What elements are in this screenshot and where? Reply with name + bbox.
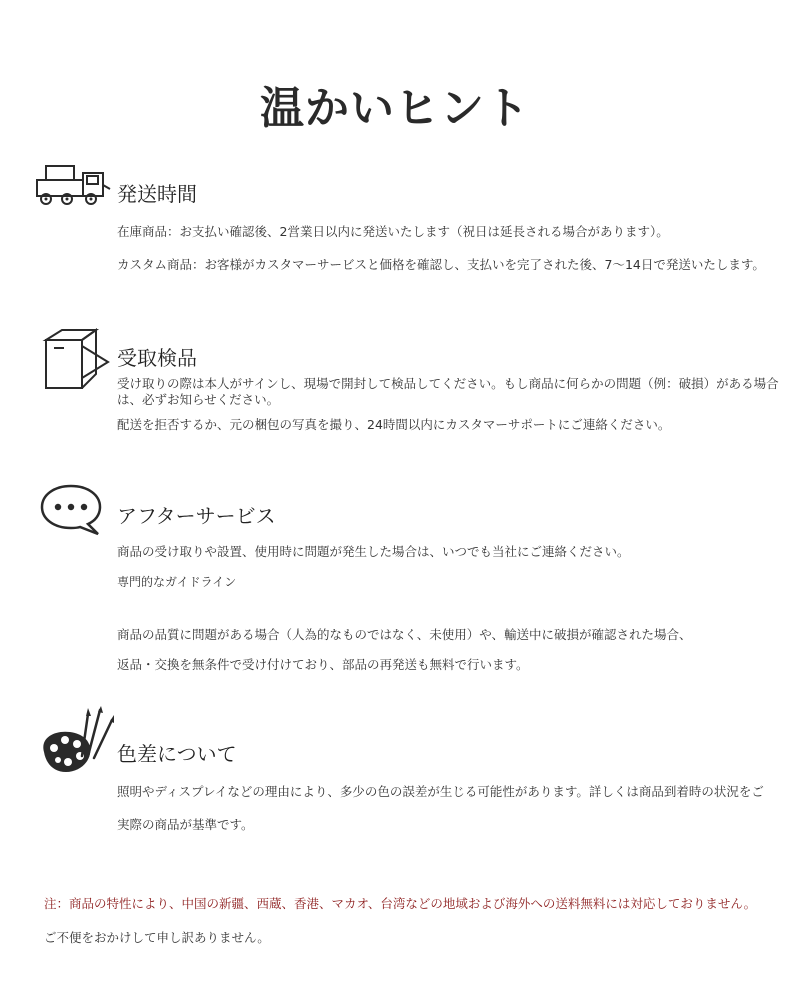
section-heading-color: 色差について	[117, 742, 237, 766]
section-heading-after-sales: アフターサービス	[117, 504, 276, 528]
shipping-restriction-note: 注：商品の特性により、中国の新疆、西蔵、香港、マカオ、台湾などの地域および海外への送料無料には対応しておりません。	[44, 896, 757, 911]
after-sales-contact-text: 商品の受け取りや設置、使用時に問題が発生した場合は、いつでも当社にご連絡ください。	[117, 544, 630, 559]
color-standard-text: 実際の商品が基準です。	[117, 817, 254, 832]
inspection-sign-text: 受け取りの際は本人がサインし、現場で開封して検品してください。もし商品に何らかの問題（例：破損）がある場合は、必ずお知らせください。	[117, 376, 779, 407]
inspection-contact-text: 配送を拒否するか、元の梱包の写真を撮り、24時間以内にカスタマーサポートにご連絡ください。	[117, 417, 671, 432]
after-sales-guideline-label: 専門的なガイドライン	[117, 575, 237, 589]
chat-bubble-icon	[38, 482, 104, 538]
section-heading-shipping: 発送時間	[117, 182, 197, 206]
after-sales-return-text: 返品・交換を無条件で受け付けており、部品の再発送も無料で行います。	[117, 657, 529, 672]
page-title: 温かいヒント	[260, 83, 530, 134]
palette-icon	[38, 706, 116, 776]
section-heading-inspection: 受取検品	[117, 346, 197, 370]
apology-note: ご不便をおかけして申し訳ありません。	[44, 930, 270, 945]
shipping-stock-text: 在庫商品：お支払い確認後、2営業日以内に発送いたします（祝日は延長される場合があります）。	[117, 224, 669, 239]
color-difference-text: 照明やディスプレイなどの理由により、多少の色の誤差が生じる可能性があります。詳しくは商品到着時の状況をご	[117, 784, 764, 799]
box-icon	[40, 328, 112, 390]
truck-icon	[34, 163, 114, 209]
shipping-custom-text: カスタム商品：お客様がカスタマーサービスと価格を確認し、支払いを完了された後、7〜14日で発送いたします。	[117, 257, 765, 272]
after-sales-quality-text: 商品の品質に問題がある場合（人為的なものではなく、未使用）や、輸送中に破損が確認された場合、	[117, 627, 692, 642]
